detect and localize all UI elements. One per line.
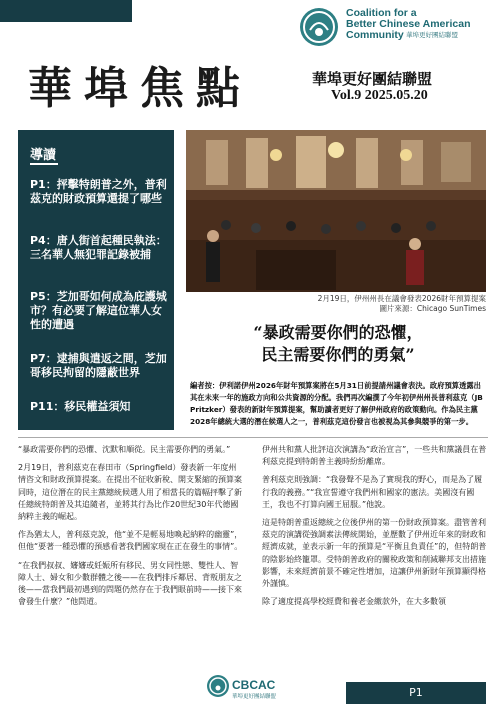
toc-heading: 導讀: [30, 148, 57, 163]
footer-brand: CBCAC: [232, 678, 276, 692]
body-column-left: [18, 444, 243, 614]
page-number: P1: [346, 682, 486, 704]
pull-quote-line: 民主需要你們的勇氣”: [261, 345, 415, 364]
top-accent-bar: [0, 0, 132, 22]
toc-item[interactable]: P5：芝加哥如何成為庇護城市？有必要了解這位華人女性的遭遇: [30, 290, 167, 331]
pull-quote: [190, 322, 486, 366]
body-paragraph: 2月19日，普利茲克在春田市（Springfield）發表新一年度州情咨文和財政預算提案。在提出不征收新稅、開支緊縮的預算案同時，這位潛在的民主黨總統候選人用了相當長的篇幅抨擊了新任總統特朗普及其追隨者，並將其行為比作20世紀30年代德國納粹主義的崛起。: [18, 463, 242, 522]
toc-item[interactable]: P4：唐人街首起種民執法：三名華人無犯罪記錄被捕: [30, 234, 167, 261]
cbcac-logo-icon: [207, 675, 229, 697]
body-column-right: [262, 444, 487, 614]
footer-brand-sub: 華埠更好團結聯盟: [232, 694, 277, 700]
toc-item[interactable]: P1：抨擊特朗普之外，普利茲克的財政預算還提了哪些: [30, 178, 167, 205]
toc-item[interactable]: P11：移民權益須知: [30, 400, 131, 413]
body-paragraph: 除了適度提高學校經費和養老金繳款外，在大多數領: [262, 597, 446, 607]
caption-line: 2月19日，伊州州長在議會發表2026財年預算提案: [317, 294, 486, 303]
body-paragraph: 伊州共和黨人批評這次演講為“政治宣言”，一些共和黨議員在普利茲克提到特朗普主義時紛紛離席。: [262, 445, 487, 467]
org-name-chinese-small: 華埠更好團結聯盟: [406, 31, 458, 39]
body-paragraph: 普利茲克則強調：“我發聲不是為了實現我的野心，而是為了履行我的義務。”“我宣誓遵守我們州和國家的憲法。美國沒有國王，我也不打算向國王屈服。”他說。: [262, 475, 483, 509]
body-paragraph: “暴政需要你們的恐懼、沈默和順從。民主需要你們的勇氣。”: [18, 445, 231, 454]
body-paragraph: 這是特朗普重返總統之位後伊州的第一份財政預算案。盡管普利茲克的演講從強調素法傳統開始，並歷數了伊州近年來的財政和經濟成就，並表示新一年的預算是“平衡且負責任”的，但特朗普的陰影始終籠罩。受特朗普政府的關稅政策和削減聯邦支出措施影響，未來經濟前景不確定性增加，這讓伊州新財年預算顯得格外謹慎。: [262, 518, 487, 589]
org-name-line: Coalition for a: [346, 7, 417, 19]
org-name-line: Better Chinese American: [346, 18, 471, 30]
org-name-line: Community: [346, 29, 404, 41]
org-name-heading: 華埠更好團結聯盟: [312, 70, 433, 88]
section-divider: [18, 437, 488, 438]
photo-credit: 圖片來源：Chicago SunTimes: [379, 304, 486, 313]
body-paragraph: “在我們叔叔、嬸嬸或妊娠所有移民、男女同性戀、雙性人、智障人士、婦女和少數群體之後——在我們排斥鄰居、背叛朋友之後——當我們最初遇到的問題仍然存在于我們眼前時——接下來會發生什麼？”他問道。: [18, 560, 242, 607]
coalition-logo-icon: [300, 8, 338, 46]
table-of-contents: [18, 130, 174, 430]
photo-caption: [230, 294, 486, 314]
toc-divider: [30, 163, 58, 165]
newsletter-masthead: 華埠焦點: [28, 63, 252, 114]
legislature-photo: [186, 130, 486, 292]
body-paragraph: 作為猶太人，普利茲克說，他“並不是輕易地喚起納粹的幽靈”，但他“要著一種恐懼的預感看著我們國家現在正在發生的事情”。: [18, 530, 243, 552]
editor-note: 編者按：伊利諾伊州2026年財年預算案將在5月31日前提請州議會表決。政府預算透露出其在未來一年的施政方向和公共資源的分配。我們再次編撰了今年初伊州州長普利茲克（JB Pritzker）發表的新財年預算提案，幫助讀者更好了解伊州政府的政策動向。作為民主黨2028年總統大選的潛在候選人之一，普利茲克這份發言也被視為其參與競爭的第一步。: [190, 381, 483, 426]
pull-quote-line: “暴政需要你們的恐懼，: [253, 323, 423, 342]
toc-item[interactable]: P7：逮捕與遣返之間，芝加哥移民拘留的隱蔽世界: [30, 352, 167, 379]
issue-volume-date: Vol.9 2025.05.20: [331, 88, 428, 103]
